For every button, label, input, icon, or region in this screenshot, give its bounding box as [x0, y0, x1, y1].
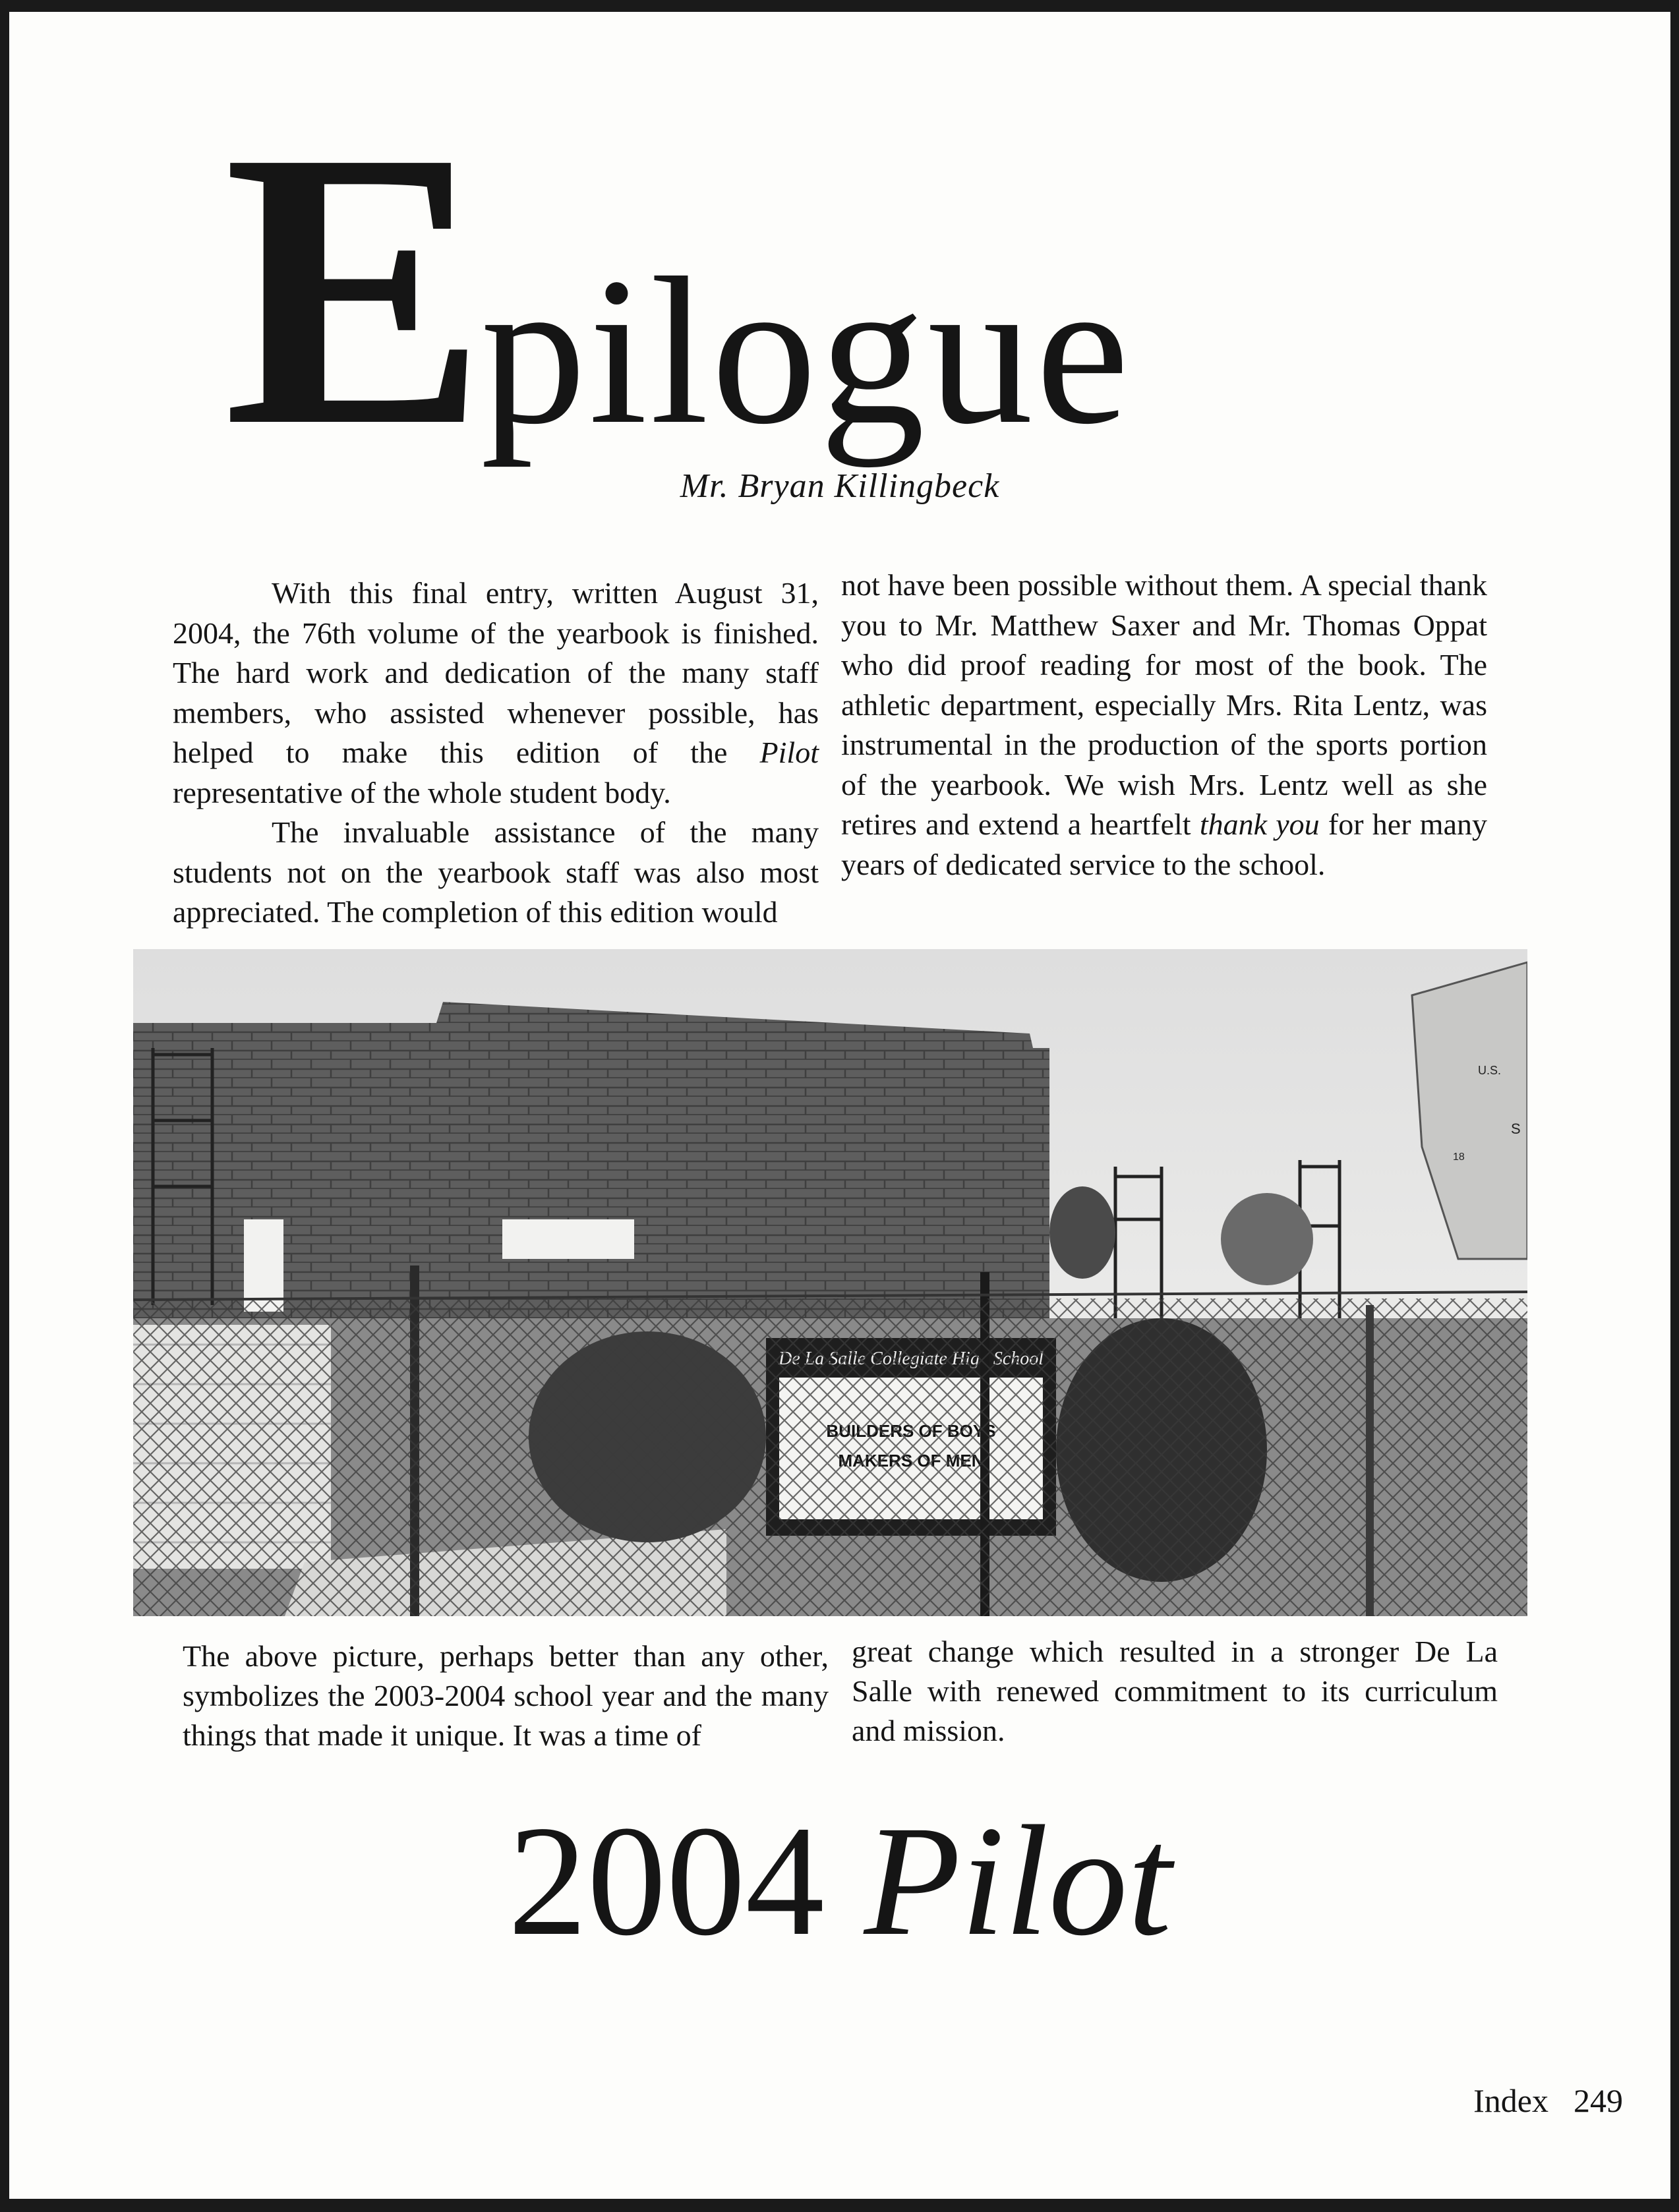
paragraph-1: [173, 573, 819, 813]
publication-title: [9, 1793, 1670, 1968]
paragraph-2-italic: thank you: [1199, 807, 1320, 841]
tree-right: [1221, 1193, 1313, 1285]
publication-name: Pilot: [864, 1793, 1172, 1968]
paragraph-2-continued: [841, 566, 1487, 885]
folio-section: Index: [1473, 2082, 1548, 2119]
title-initial: E: [223, 69, 481, 508]
byline: Mr. Bryan Killingbeck: [680, 467, 1000, 505]
title-rest: pilogue: [481, 235, 1133, 468]
chain-link-fence: [133, 1298, 1527, 1616]
construction-photo: [133, 949, 1527, 1616]
paragraph-1-text-a: With this final entry, written August 31, 2004, the 76th volume of the yearbook is finished. The hard work and dedication of the many staff members, who assisted whenever possible, has helped to make this edition of the: [173, 576, 819, 769]
paragraph-2-start: The invaluable assistance of the many students not on the yearbook staff was also most appreciated. The completion of this edition would: [173, 815, 819, 929]
caption-left: The above picture, perhaps better than any other, symbolizes the 2003-2004 school year and the many things that made it unique. It was a time of: [183, 1639, 829, 1752]
page-title: [223, 69, 1133, 508]
paragraph-1-italic: Pilot: [759, 736, 819, 769]
tree-left: [1049, 1186, 1115, 1279]
body-column-right: [841, 566, 1487, 885]
paragraph-2-text-b: for her many years of dedicated service to the school.: [841, 807, 1487, 881]
silo-text-1: U.S.: [1478, 1064, 1502, 1077]
paragraph-2-text-a: not have been possible without them. A special thank you to Mr. Matthew Saxer and Mr. Thomas Oppat who did proof reading for most of the book. The athletic department, especially Mrs. Rita Lentz, was instrumental in the production of the sports portion of the yearbook. We wish Mrs. Lentz well as she retires and extend a heartfelt: [841, 568, 1487, 841]
caption-right: great change which resulted in a stronger De La Salle with renewed commitment to its curriculum and mission.: [852, 1635, 1498, 1747]
page-folio: [1473, 2081, 1623, 2120]
wall-opening-window: [502, 1219, 634, 1259]
folio-page-number: 249: [1574, 2082, 1623, 2119]
silo-text-2: S: [1511, 1121, 1521, 1137]
silo-text-3: 18: [1453, 1151, 1465, 1163]
body-column-left: [173, 573, 819, 933]
publication-year: 2004: [508, 1793, 825, 1968]
yearbook-page: [9, 12, 1670, 2199]
paragraph-1-text-b: representative of the whole student body.: [173, 775, 671, 809]
